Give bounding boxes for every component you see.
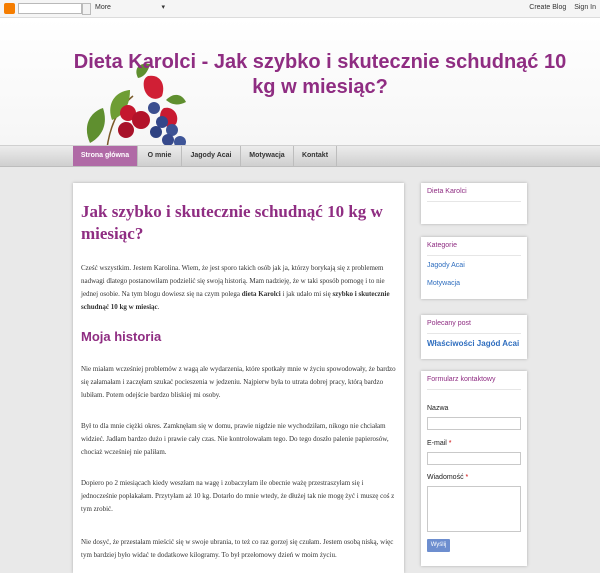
featured-post-link[interactable]: Właściwości Jagód Acai [427,339,520,348]
tab-home[interactable]: Strona główna [73,146,138,166]
blog-header [0,18,600,145]
widget-categories [421,237,527,299]
blogger-logo-icon[interactable] [4,3,15,14]
email-label [427,440,452,447]
intro-text-a: Cześć wszystkim. Jestem Karolina. Wiem, że jest sporo takich osób jak ja, którzy borykają się z problemem nadwagi dlatego postanowiłam podzielić się swoją historią. Mam nadzieję, że w taki sposób pomogę i to nie jednej osobie. Na tym blogu dowiesz się na czym polega [81,264,385,298]
intro-bold-1: dieta Karolci [241,290,281,298]
widget-blog-name [421,183,527,224]
widget-title: Kategorie [427,242,457,249]
create-blog-link[interactable]: Create Blog [529,4,567,11]
widget-featured-post [421,315,527,359]
message-textarea[interactable] [427,486,521,532]
widget-divider [427,201,521,202]
name-label: Nazwa [427,405,449,412]
category-link-motivation[interactable]: Motywacja [427,280,461,287]
blogger-navbar [0,0,600,18]
tab-acai[interactable]: Jagody Acai [182,146,241,166]
intro-text-d: . [157,303,160,311]
required-mark: * [448,440,452,447]
sign-in-link[interactable]: Sign In [574,4,596,11]
blog-title[interactable]: Dieta Karolci - Jak szybko i skutecznie schudnąć 10 kg w miesiąc? [73,51,567,98]
search-icon[interactable] [82,3,91,15]
more-dropdown[interactable] [95,2,165,13]
widget-title: Formularz kontaktowy [427,376,496,383]
navbar-actions [523,2,596,13]
widget-title: Dieta Karolci [427,188,467,195]
tab-contact[interactable]: Kontakt [294,146,337,166]
more-label: More [95,4,111,11]
search-input[interactable] [18,3,82,14]
story-paragraph-3: Dopiero po 2 miesiącach kiedy weszłam na wagę i zobaczyłam ile obecnie ważę przestraszyłam się i jednocześnie popłakałam. Przytyłam aż 10 kg. Dotarło do mnie wtedy, że dłużej tak nie mogę żyć i muszę coś z tym zrobić. [81,479,395,513]
story-paragraph-2: Był to dla mnie ciężki okres. Zamknęłam się w domu, prawie nigdzie nie wychodziłam, nikogo nie chciałam widzieć. Jadłam bardzo dużo i prawie cały czas. Nie kontrolowałam tego. Do tego doszło palenie papierosów, chociaż wcześniej nie paliłam. [81,422,389,456]
story-paragraph-1: Nie miałam wcześniej problemów z wagą ale wydarzenia, które spotkały mnie w życiu spowodowały, że bardzo się załamałam i zaczęłam szukać pocieszenia w jedzeniu. Najpierw była to utrata dobrej pracy, którą bardzo lubiłam. Potem odejście bardzo bliskiej mi osoby. [81,365,396,399]
message-label-text: Wiadomość [427,474,464,481]
main-post [73,183,404,573]
story-paragraph-4: Nie dosyć, że przestałam mieścić się w swoje ubrania, to też co raz gorzej się czułam. Jestem osobą niską, więc tym bardziej było widać te dodatkowe kilogramy. To był przełomowy dzień w moim życiu. [81,538,394,559]
widget-title: Polecany post [427,320,471,327]
tab-motivation[interactable]: Motywacja [241,146,294,166]
widget-contact-form [421,371,527,566]
send-button[interactable]: Wyślij [427,539,450,552]
tab-about[interactable]: O mnie [138,146,182,166]
email-field[interactable] [427,452,521,465]
intro-text-c: i jak udało mi się [280,290,333,298]
email-label-text: E-mail [427,440,447,447]
required-mark: * [465,474,469,481]
post-title[interactable]: Jak szybko i skutecznie schudnąć 10 kg w miesiąc? [81,202,383,243]
category-link-acai[interactable]: Jagody Acai [427,262,465,269]
widget-divider [427,255,521,256]
message-label [427,474,468,481]
widget-divider [427,333,521,334]
page-tabs [0,145,600,167]
intro-paragraph [81,262,397,314]
intro-bold-2: szybko i skutecznie schudnąć 10 kg w miesiąc [81,290,390,311]
section-heading: Moja historia [81,329,162,344]
name-field[interactable] [427,417,521,430]
dropdown-icon: ▾ [161,4,165,11]
widget-divider [427,389,521,390]
